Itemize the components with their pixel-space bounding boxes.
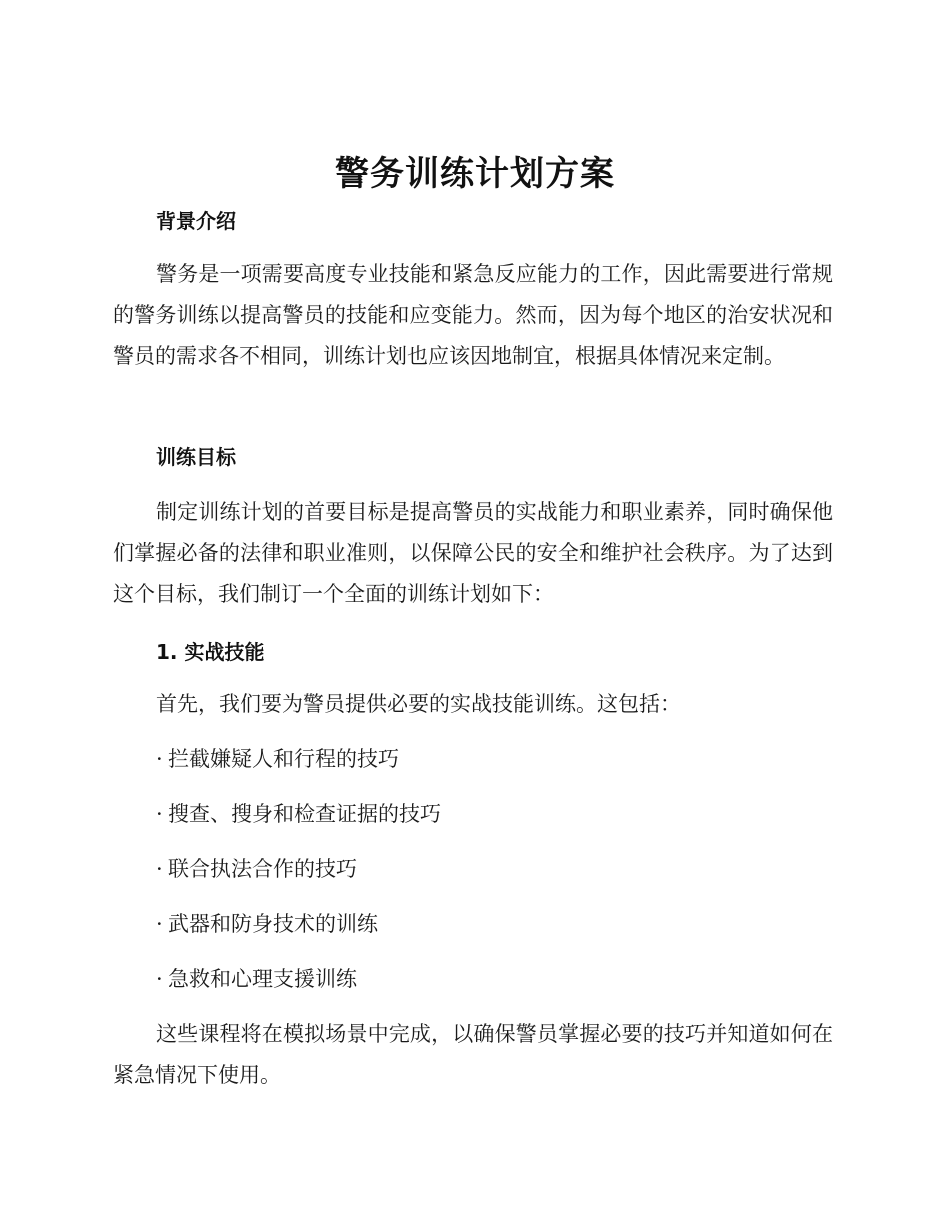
bullet-icon: · (156, 802, 163, 826)
list-item-text: 搜查、搜身和检查证据的技巧 (168, 802, 441, 826)
list-item (156, 910, 378, 938)
list-item (156, 745, 399, 773)
list-item-text: 武器和防身技术的训练 (168, 912, 378, 936)
list-item (156, 965, 357, 993)
bullet-icon: · (156, 857, 163, 881)
section-heading-goals: 训练目标 (156, 445, 236, 469)
list-item-text: 拦截嫌疑人和行程的技巧 (168, 747, 399, 771)
paragraph-background: 警务是一项需要高度专业技能和紧急反应能力的工作，因此需要进行常规的警务训练以提高警员的技能和应变能力。然而，因为每个地区的治安状况和警员的需求各不相同，训练计划也应该因地制宜，根据具体情况来定制。 (113, 262, 833, 368)
combat-skills-intro: 首先，我们要为警员提供必要的实战技能训练。这包括： (156, 692, 681, 716)
bullet-icon: · (156, 747, 163, 771)
bullet-icon: · (156, 967, 163, 991)
section-heading-combat-skills: 1. 实战技能 (156, 640, 265, 664)
paragraph-goals: 制定训练计划的首要目标是提高警员的实战能力和职业素养，同时确保他们掌握必备的法律和职业准则，以保障公民的安全和维护社会秩序。为了达到这个目标，我们制订一个全面的训练计划如下： (113, 500, 833, 606)
document-title: 警务训练计划方案 (335, 154, 615, 194)
list-item (156, 855, 357, 883)
list-item-text: 联合执法合作的技巧 (168, 857, 357, 881)
section-heading-background: 背景介绍 (156, 209, 236, 233)
list-item-text: 急救和心理支援训练 (168, 967, 357, 991)
paragraph-combat-skills-closing: 这些课程将在模拟场景中完成，以确保警员掌握必要的技巧并知道如何在紧急情况下使用。 (113, 1022, 833, 1087)
bullet-icon: · (156, 912, 163, 936)
list-item (156, 800, 441, 828)
